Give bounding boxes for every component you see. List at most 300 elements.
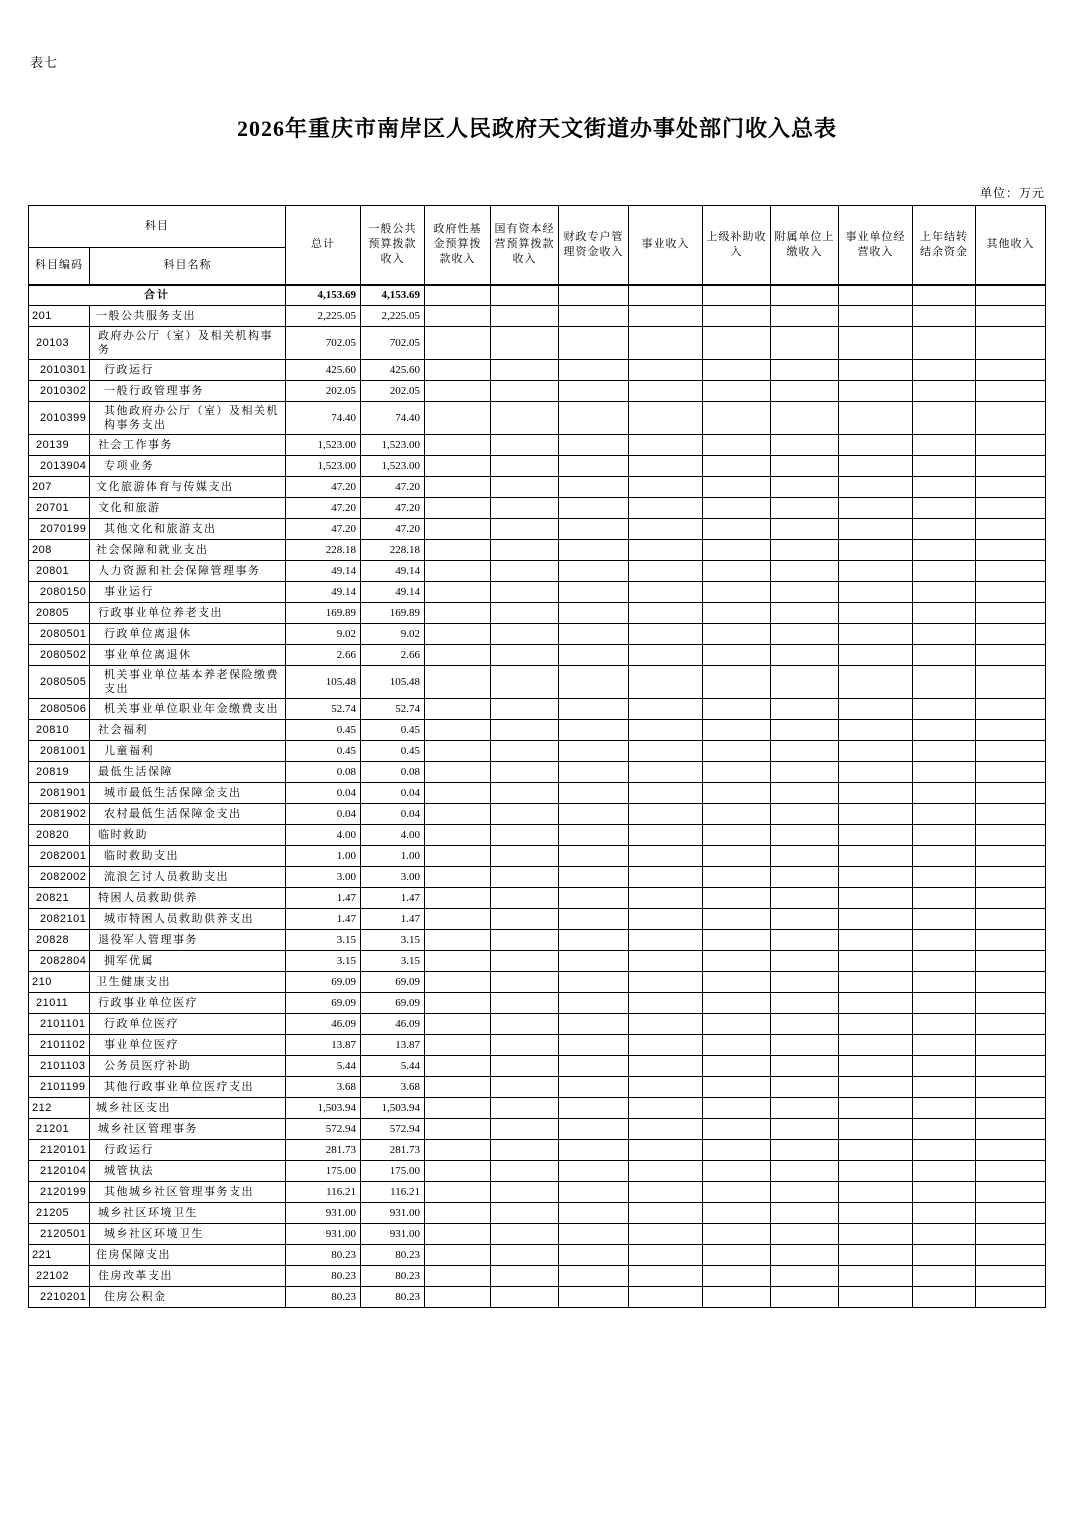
empty-cell xyxy=(703,456,771,477)
empty-cell xyxy=(629,783,703,804)
general-budget-cell: 2.66 xyxy=(361,645,425,666)
total-cell: 0.45 xyxy=(286,741,361,762)
general-budget-cell: 47.20 xyxy=(361,519,425,540)
empty-cell xyxy=(703,498,771,519)
subject-name-cell: 专项业务 xyxy=(90,456,286,477)
empty-cell xyxy=(629,762,703,783)
subject-code-cell: 2082804 xyxy=(29,951,90,972)
empty-cell xyxy=(629,1245,703,1266)
subject-name-cell: 其他文化和旅游支出 xyxy=(90,519,286,540)
empty-cell xyxy=(976,624,1046,645)
empty-cell xyxy=(703,909,771,930)
empty-cell xyxy=(839,327,913,360)
empty-cell xyxy=(913,435,976,456)
empty-cell xyxy=(839,783,913,804)
empty-cell xyxy=(771,1014,839,1035)
empty-cell xyxy=(771,435,839,456)
empty-cell xyxy=(839,306,913,327)
empty-cell xyxy=(703,1245,771,1266)
subject-name-cell: 社会保障和就业支出 xyxy=(90,540,286,561)
table-row xyxy=(29,540,1046,561)
empty-cell xyxy=(839,624,913,645)
general-budget-cell: 0.04 xyxy=(361,783,425,804)
subject-code-cell: 2081902 xyxy=(29,804,90,825)
empty-cell xyxy=(559,972,629,993)
table-row xyxy=(29,846,1046,867)
empty-cell xyxy=(491,582,559,603)
subject-name-cell: 人力资源和社会保障管理事务 xyxy=(90,561,286,582)
empty-cell xyxy=(771,783,839,804)
grand-total-general-budget-cell: 4,153.69 xyxy=(361,285,425,306)
general-budget-cell: 931.00 xyxy=(361,1203,425,1224)
total-cell: 3.00 xyxy=(286,867,361,888)
empty-cell xyxy=(839,603,913,624)
subject-code-cell: 2070199 xyxy=(29,519,90,540)
empty-cell xyxy=(491,1056,559,1077)
total-cell: 228.18 xyxy=(286,540,361,561)
subject-name-cell: 行政单位医疗 xyxy=(90,1014,286,1035)
general-budget-cell: 105.48 xyxy=(361,666,425,699)
general-budget-cell: 46.09 xyxy=(361,1014,425,1035)
empty-cell xyxy=(913,360,976,381)
subject-name-cell: 机关事业单位基本养老保险缴费支出 xyxy=(90,666,286,699)
table-row xyxy=(29,603,1046,624)
empty-cell xyxy=(913,1224,976,1245)
empty-cell xyxy=(771,720,839,741)
empty-cell xyxy=(425,624,491,645)
empty-cell xyxy=(976,306,1046,327)
empty-cell xyxy=(425,645,491,666)
empty-cell xyxy=(703,1056,771,1077)
general-budget-cell: 69.09 xyxy=(361,993,425,1014)
empty-cell xyxy=(559,327,629,360)
empty-cell xyxy=(913,720,976,741)
empty-cell xyxy=(703,1203,771,1224)
empty-cell xyxy=(703,1119,771,1140)
empty-cell xyxy=(629,1056,703,1077)
empty-cell xyxy=(976,783,1046,804)
subject-code-cell: 21205 xyxy=(29,1203,90,1224)
empty-cell xyxy=(839,1161,913,1182)
income-summary-table xyxy=(28,205,1046,1308)
empty-cell xyxy=(559,951,629,972)
table-row xyxy=(29,1035,1046,1056)
table-row xyxy=(29,699,1046,720)
empty-cell xyxy=(771,285,839,306)
empty-cell xyxy=(976,804,1046,825)
empty-cell xyxy=(976,435,1046,456)
general-budget-cell: 0.45 xyxy=(361,741,425,762)
subject-code-cell: 2120104 xyxy=(29,1161,90,1182)
general-budget-cell: 80.23 xyxy=(361,1266,425,1287)
empty-cell xyxy=(976,762,1046,783)
empty-cell xyxy=(771,603,839,624)
table-row xyxy=(29,1203,1046,1224)
total-cell: 3.15 xyxy=(286,930,361,951)
empty-cell xyxy=(976,909,1046,930)
subject-code-cell: 2082001 xyxy=(29,846,90,867)
table-row xyxy=(29,1266,1046,1287)
subject-name-cell: 拥军优属 xyxy=(90,951,286,972)
empty-cell xyxy=(559,930,629,951)
general-budget-cell: 80.23 xyxy=(361,1287,425,1308)
empty-cell xyxy=(703,1182,771,1203)
total-cell: 4.00 xyxy=(286,825,361,846)
empty-cell xyxy=(491,1098,559,1119)
empty-cell xyxy=(703,1035,771,1056)
total-cell: 69.09 xyxy=(286,993,361,1014)
table-row xyxy=(29,1182,1046,1203)
empty-cell xyxy=(703,741,771,762)
table-row xyxy=(29,402,1046,435)
empty-cell xyxy=(703,1077,771,1098)
total-cell: 105.48 xyxy=(286,666,361,699)
empty-cell xyxy=(629,540,703,561)
empty-cell xyxy=(976,1014,1046,1035)
empty-cell xyxy=(559,519,629,540)
empty-cell xyxy=(976,951,1046,972)
total-cell: 2.66 xyxy=(286,645,361,666)
subject-name-cell: 临时救助支出 xyxy=(90,846,286,867)
empty-cell xyxy=(913,603,976,624)
empty-cell xyxy=(491,699,559,720)
empty-cell xyxy=(491,846,559,867)
empty-cell xyxy=(839,888,913,909)
empty-cell xyxy=(771,306,839,327)
table-row xyxy=(29,972,1046,993)
empty-cell xyxy=(703,603,771,624)
empty-cell xyxy=(913,888,976,909)
table-row xyxy=(29,1161,1046,1182)
empty-cell xyxy=(976,741,1046,762)
table-body xyxy=(29,285,1046,1308)
empty-cell xyxy=(491,909,559,930)
empty-cell xyxy=(839,1140,913,1161)
empty-cell xyxy=(559,540,629,561)
general-budget-cell: 0.04 xyxy=(361,804,425,825)
empty-cell xyxy=(703,1224,771,1245)
subject-name-cell: 一般行政管理事务 xyxy=(90,381,286,402)
empty-cell xyxy=(839,720,913,741)
empty-cell xyxy=(703,435,771,456)
empty-cell xyxy=(913,519,976,540)
empty-cell xyxy=(839,1056,913,1077)
empty-cell xyxy=(839,1266,913,1287)
empty-cell xyxy=(839,519,913,540)
empty-cell xyxy=(425,699,491,720)
empty-cell xyxy=(491,804,559,825)
page-title: 2026年重庆市南岸区人民政府天文街道办事处部门收入总表 xyxy=(236,116,837,141)
table-row xyxy=(29,381,1046,402)
total-cell: 0.04 xyxy=(286,804,361,825)
empty-cell xyxy=(703,1140,771,1161)
subject-code-cell: 2210201 xyxy=(29,1287,90,1308)
subject-code-cell: 20103 xyxy=(29,327,90,360)
empty-cell xyxy=(629,1266,703,1287)
empty-cell xyxy=(425,1035,491,1056)
empty-cell xyxy=(703,582,771,603)
total-cell: 74.40 xyxy=(286,402,361,435)
total-cell: 47.20 xyxy=(286,477,361,498)
subject-code-cell: 2010301 xyxy=(29,360,90,381)
total-cell: 702.05 xyxy=(286,327,361,360)
empty-cell xyxy=(491,435,559,456)
empty-cell xyxy=(913,846,976,867)
empty-cell xyxy=(976,1224,1046,1245)
total-cell: 80.23 xyxy=(286,1245,361,1266)
empty-cell xyxy=(703,699,771,720)
subject-name-cell: 事业单位医疗 xyxy=(90,1035,286,1056)
empty-cell xyxy=(629,888,703,909)
empty-cell xyxy=(913,1203,976,1224)
table-row xyxy=(29,498,1046,519)
general-budget-cell: 1,503.94 xyxy=(361,1098,425,1119)
header-col-carryover: 上年结转结余资金 xyxy=(913,206,976,285)
empty-cell xyxy=(771,804,839,825)
table-row xyxy=(29,666,1046,699)
empty-cell xyxy=(629,477,703,498)
empty-cell xyxy=(913,930,976,951)
empty-cell xyxy=(771,846,839,867)
subject-code-cell: 2082002 xyxy=(29,867,90,888)
empty-cell xyxy=(629,1077,703,1098)
general-budget-cell: 116.21 xyxy=(361,1182,425,1203)
table-row xyxy=(29,306,1046,327)
empty-cell xyxy=(771,972,839,993)
subject-name-cell: 流浪乞讨人员救助支出 xyxy=(90,867,286,888)
empty-cell xyxy=(839,381,913,402)
subject-code-cell: 21011 xyxy=(29,993,90,1014)
table-row xyxy=(29,888,1046,909)
empty-cell xyxy=(976,603,1046,624)
empty-cell xyxy=(771,519,839,540)
empty-cell xyxy=(839,846,913,867)
subject-name-cell: 事业单位离退休 xyxy=(90,645,286,666)
subject-code-cell: 2080501 xyxy=(29,624,90,645)
empty-cell xyxy=(559,741,629,762)
empty-cell xyxy=(771,1182,839,1203)
empty-cell xyxy=(839,540,913,561)
subject-name-cell: 行政单位离退休 xyxy=(90,624,286,645)
empty-cell xyxy=(425,720,491,741)
empty-cell xyxy=(703,888,771,909)
empty-cell xyxy=(559,825,629,846)
subject-code-cell: 2120501 xyxy=(29,1224,90,1245)
empty-cell xyxy=(559,477,629,498)
empty-cell xyxy=(559,624,629,645)
empty-cell xyxy=(425,327,491,360)
empty-cell xyxy=(629,846,703,867)
table-row xyxy=(29,762,1046,783)
empty-cell xyxy=(976,1203,1046,1224)
table-row xyxy=(29,645,1046,666)
empty-cell xyxy=(913,867,976,888)
empty-cell xyxy=(839,1035,913,1056)
total-cell: 47.20 xyxy=(286,519,361,540)
empty-cell xyxy=(629,720,703,741)
empty-cell xyxy=(559,909,629,930)
empty-cell xyxy=(771,1140,839,1161)
empty-cell xyxy=(913,1014,976,1035)
empty-cell xyxy=(629,498,703,519)
empty-cell xyxy=(629,402,703,435)
header-col-other-income: 其他收入 xyxy=(976,206,1046,285)
subject-name-cell: 城管执法 xyxy=(90,1161,286,1182)
subject-code-cell: 21201 xyxy=(29,1119,90,1140)
subject-code-cell: 2080506 xyxy=(29,699,90,720)
empty-cell xyxy=(976,1161,1046,1182)
empty-cell xyxy=(425,951,491,972)
empty-cell xyxy=(629,306,703,327)
total-cell: 0.08 xyxy=(286,762,361,783)
table-row xyxy=(29,1245,1046,1266)
empty-cell xyxy=(629,666,703,699)
empty-cell xyxy=(703,846,771,867)
empty-cell xyxy=(839,1203,913,1224)
empty-cell xyxy=(976,867,1046,888)
empty-cell xyxy=(913,1056,976,1077)
empty-cell xyxy=(913,741,976,762)
empty-cell xyxy=(976,1119,1046,1140)
empty-cell xyxy=(913,1098,976,1119)
empty-cell xyxy=(629,1287,703,1308)
header-subject-group: 科目 xyxy=(29,206,286,248)
empty-cell xyxy=(629,1182,703,1203)
subject-code-cell: 2081901 xyxy=(29,783,90,804)
empty-cell xyxy=(425,1224,491,1245)
empty-cell xyxy=(703,867,771,888)
empty-cell xyxy=(629,1014,703,1035)
table-row xyxy=(29,1287,1046,1308)
table-row xyxy=(29,951,1046,972)
table-row xyxy=(29,867,1046,888)
empty-cell xyxy=(425,1182,491,1203)
empty-cell xyxy=(425,1140,491,1161)
empty-cell xyxy=(491,1203,559,1224)
empty-cell xyxy=(629,360,703,381)
empty-cell xyxy=(559,1182,629,1203)
empty-cell xyxy=(839,435,913,456)
empty-cell xyxy=(913,498,976,519)
empty-cell xyxy=(491,381,559,402)
subject-name-cell: 行政运行 xyxy=(90,1140,286,1161)
empty-cell xyxy=(913,825,976,846)
empty-cell xyxy=(491,456,559,477)
empty-cell xyxy=(703,540,771,561)
empty-cell xyxy=(771,1224,839,1245)
empty-cell xyxy=(629,699,703,720)
empty-cell xyxy=(771,540,839,561)
total-cell: 80.23 xyxy=(286,1266,361,1287)
empty-cell xyxy=(913,1077,976,1098)
empty-cell xyxy=(976,456,1046,477)
empty-cell xyxy=(703,285,771,306)
empty-cell xyxy=(976,540,1046,561)
general-budget-cell: 52.74 xyxy=(361,699,425,720)
subject-code-cell: 2010399 xyxy=(29,402,90,435)
empty-cell xyxy=(629,645,703,666)
empty-cell xyxy=(839,993,913,1014)
empty-cell xyxy=(976,645,1046,666)
empty-cell xyxy=(425,582,491,603)
subject-code-cell: 2120101 xyxy=(29,1140,90,1161)
empty-cell xyxy=(976,360,1046,381)
empty-cell xyxy=(976,993,1046,1014)
empty-cell xyxy=(559,1119,629,1140)
empty-cell xyxy=(629,972,703,993)
empty-cell xyxy=(425,1203,491,1224)
subject-name-cell: 住房公积金 xyxy=(90,1287,286,1308)
general-budget-cell: 74.40 xyxy=(361,402,425,435)
total-cell: 1,523.00 xyxy=(286,456,361,477)
empty-cell xyxy=(913,909,976,930)
empty-cell xyxy=(491,327,559,360)
empty-cell xyxy=(491,1182,559,1203)
empty-cell xyxy=(629,1224,703,1245)
empty-cell xyxy=(771,1119,839,1140)
header-subject-code: 科目编码 xyxy=(29,248,90,285)
empty-cell xyxy=(839,1098,913,1119)
empty-cell xyxy=(839,360,913,381)
empty-cell xyxy=(976,285,1046,306)
empty-cell xyxy=(839,930,913,951)
empty-cell xyxy=(629,327,703,360)
subject-code-cell: 2101199 xyxy=(29,1077,90,1098)
empty-cell xyxy=(913,1119,976,1140)
empty-cell xyxy=(976,930,1046,951)
total-cell: 1,503.94 xyxy=(286,1098,361,1119)
subject-name-cell: 文化旅游体育与传媒支出 xyxy=(90,477,286,498)
empty-cell xyxy=(491,624,559,645)
empty-cell xyxy=(771,930,839,951)
subject-code-cell: 20819 xyxy=(29,762,90,783)
empty-cell xyxy=(913,1140,976,1161)
empty-cell xyxy=(425,846,491,867)
subject-code-cell: 2081001 xyxy=(29,741,90,762)
empty-cell xyxy=(771,762,839,783)
empty-cell xyxy=(771,1266,839,1287)
empty-cell xyxy=(976,888,1046,909)
empty-cell xyxy=(913,381,976,402)
empty-cell xyxy=(839,1245,913,1266)
empty-cell xyxy=(629,804,703,825)
empty-cell xyxy=(703,519,771,540)
subject-name-cell: 农村最低生活保障金支出 xyxy=(90,804,286,825)
empty-cell xyxy=(491,1077,559,1098)
empty-cell xyxy=(629,909,703,930)
table-row xyxy=(29,909,1046,930)
subject-name-cell: 城市最低生活保障金支出 xyxy=(90,783,286,804)
total-cell: 9.02 xyxy=(286,624,361,645)
subject-code-cell: 20820 xyxy=(29,825,90,846)
subject-code-cell: 22102 xyxy=(29,1266,90,1287)
empty-cell xyxy=(839,666,913,699)
subject-code-cell: 2080502 xyxy=(29,645,90,666)
subject-code-cell: 201 xyxy=(29,306,90,327)
empty-cell xyxy=(771,1056,839,1077)
subject-code-cell: 20828 xyxy=(29,930,90,951)
general-budget-cell: 5.44 xyxy=(361,1056,425,1077)
general-budget-cell: 1,523.00 xyxy=(361,435,425,456)
empty-cell xyxy=(913,993,976,1014)
empty-cell xyxy=(491,720,559,741)
subject-code-cell: 20701 xyxy=(29,498,90,519)
subject-name-cell: 儿童福利 xyxy=(90,741,286,762)
empty-cell xyxy=(425,1287,491,1308)
empty-cell xyxy=(629,1035,703,1056)
header-subject-name: 科目名称 xyxy=(90,248,286,285)
table-row xyxy=(29,1014,1046,1035)
